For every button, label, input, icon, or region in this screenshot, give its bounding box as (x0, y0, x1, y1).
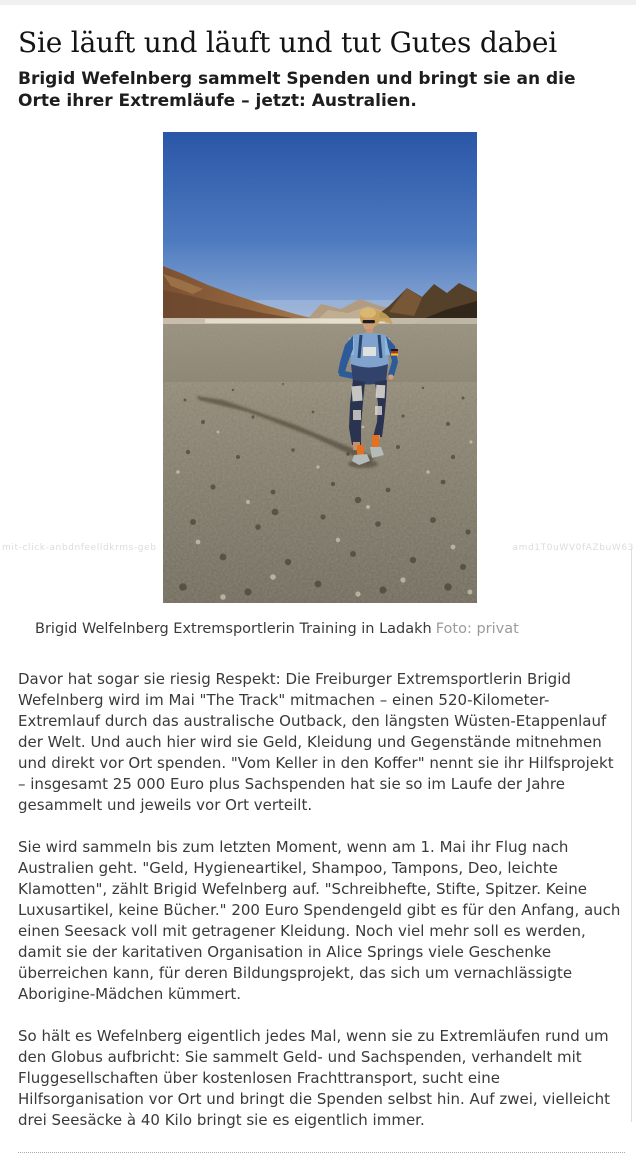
article-figure (18, 132, 627, 639)
article-subtitle: Brigid Wefelnberg sammelt Spenden und bringt sie an die Orte ihrer Extremläufe – jetzt: Australien. (18, 69, 576, 112)
article-photo (163, 132, 477, 603)
watermark-left: mit-click-anbdnfeelldkrms-geb (2, 543, 157, 553)
german-flag-patch (391, 349, 398, 356)
watermark-right: amd1T0uWV0fAZbuW63 (512, 543, 634, 553)
article-page (0, 26, 636, 1153)
desert-landscape-illustration (163, 132, 477, 603)
photo-credit: Foto: privat (435, 620, 519, 637)
photo-ground (163, 324, 477, 603)
photo-caption (35, 620, 627, 639)
top-divider-bar (0, 0, 636, 5)
photo-caption-text: Brigid Welfelnberg Extremsportlerin Training in Ladakh (35, 620, 432, 637)
article-paragraph-3: So hält es Wefelnberg eigentlich jedes Mal, wenn sie zu Extremläufen rund um den Globus aufbricht: Sie sammelt Geld- und Sachspenden, verhandelt mit Fluggesellschaften über kostenlosen Frachttransport, sucht eine Hilfsorganisation vor Ort und bringt die Spenden selbst hin. Auf zwei, vielleicht drei Seesäcke à 40 Kilo bringt sie es eigentlich immer. (18, 1026, 611, 1129)
article-paragraph-2: Sie wird sammeln bis zum letzten Moment, wenn am 1. Mai ihr Flug nach Australien geht. "Geld, Hygieneartikel, Shampoo, Tampons, Deo, leichte Klamotten", zählt Brigid Wefelnberg auf. "Schreibhefte, Stifte, Spitzer. Keine Luxusartikel, keine Bücher." 200 Euro Spendengeld gibt es für den Anfang, auch einen Seesack voll mit getragener Kleidung. Noch viel mehr soll es werden, damit sie der karitativen Organisation in Alice Springs viele Geschenke überreichen kann, für deren Bildungsprojekt, das sich um vernachlässigte Aborigine-Mädchen kümmert. (18, 837, 621, 1003)
page-title: Sie läuft und läuft und tut Gutes dabei (18, 26, 557, 59)
right-border-rule (631, 548, 632, 1122)
article-paragraph-1: Davor hat sogar sie riesig Respekt: Die Freiburger Extremsportlerin Brigid Wefelnberg wird im Mai "The Track" mitmachen – einen 520-Kilometer-Extremlauf durch das australische Outback, den längsten Wüsten-Etappenlauf der Welt. Und auch hier wird sie Geld, Kleidung und Gegenstände mitnehmen und direkt vor Ort spenden. "Vom Keller in den Koffer" nennt sie ihr Hilfsprojekt – insgesamt 25 000 Euro plus Sachspenden hat sie so im Laufe der Jahre gesammelt und jeweils vor Ort verteilt. (18, 669, 614, 814)
